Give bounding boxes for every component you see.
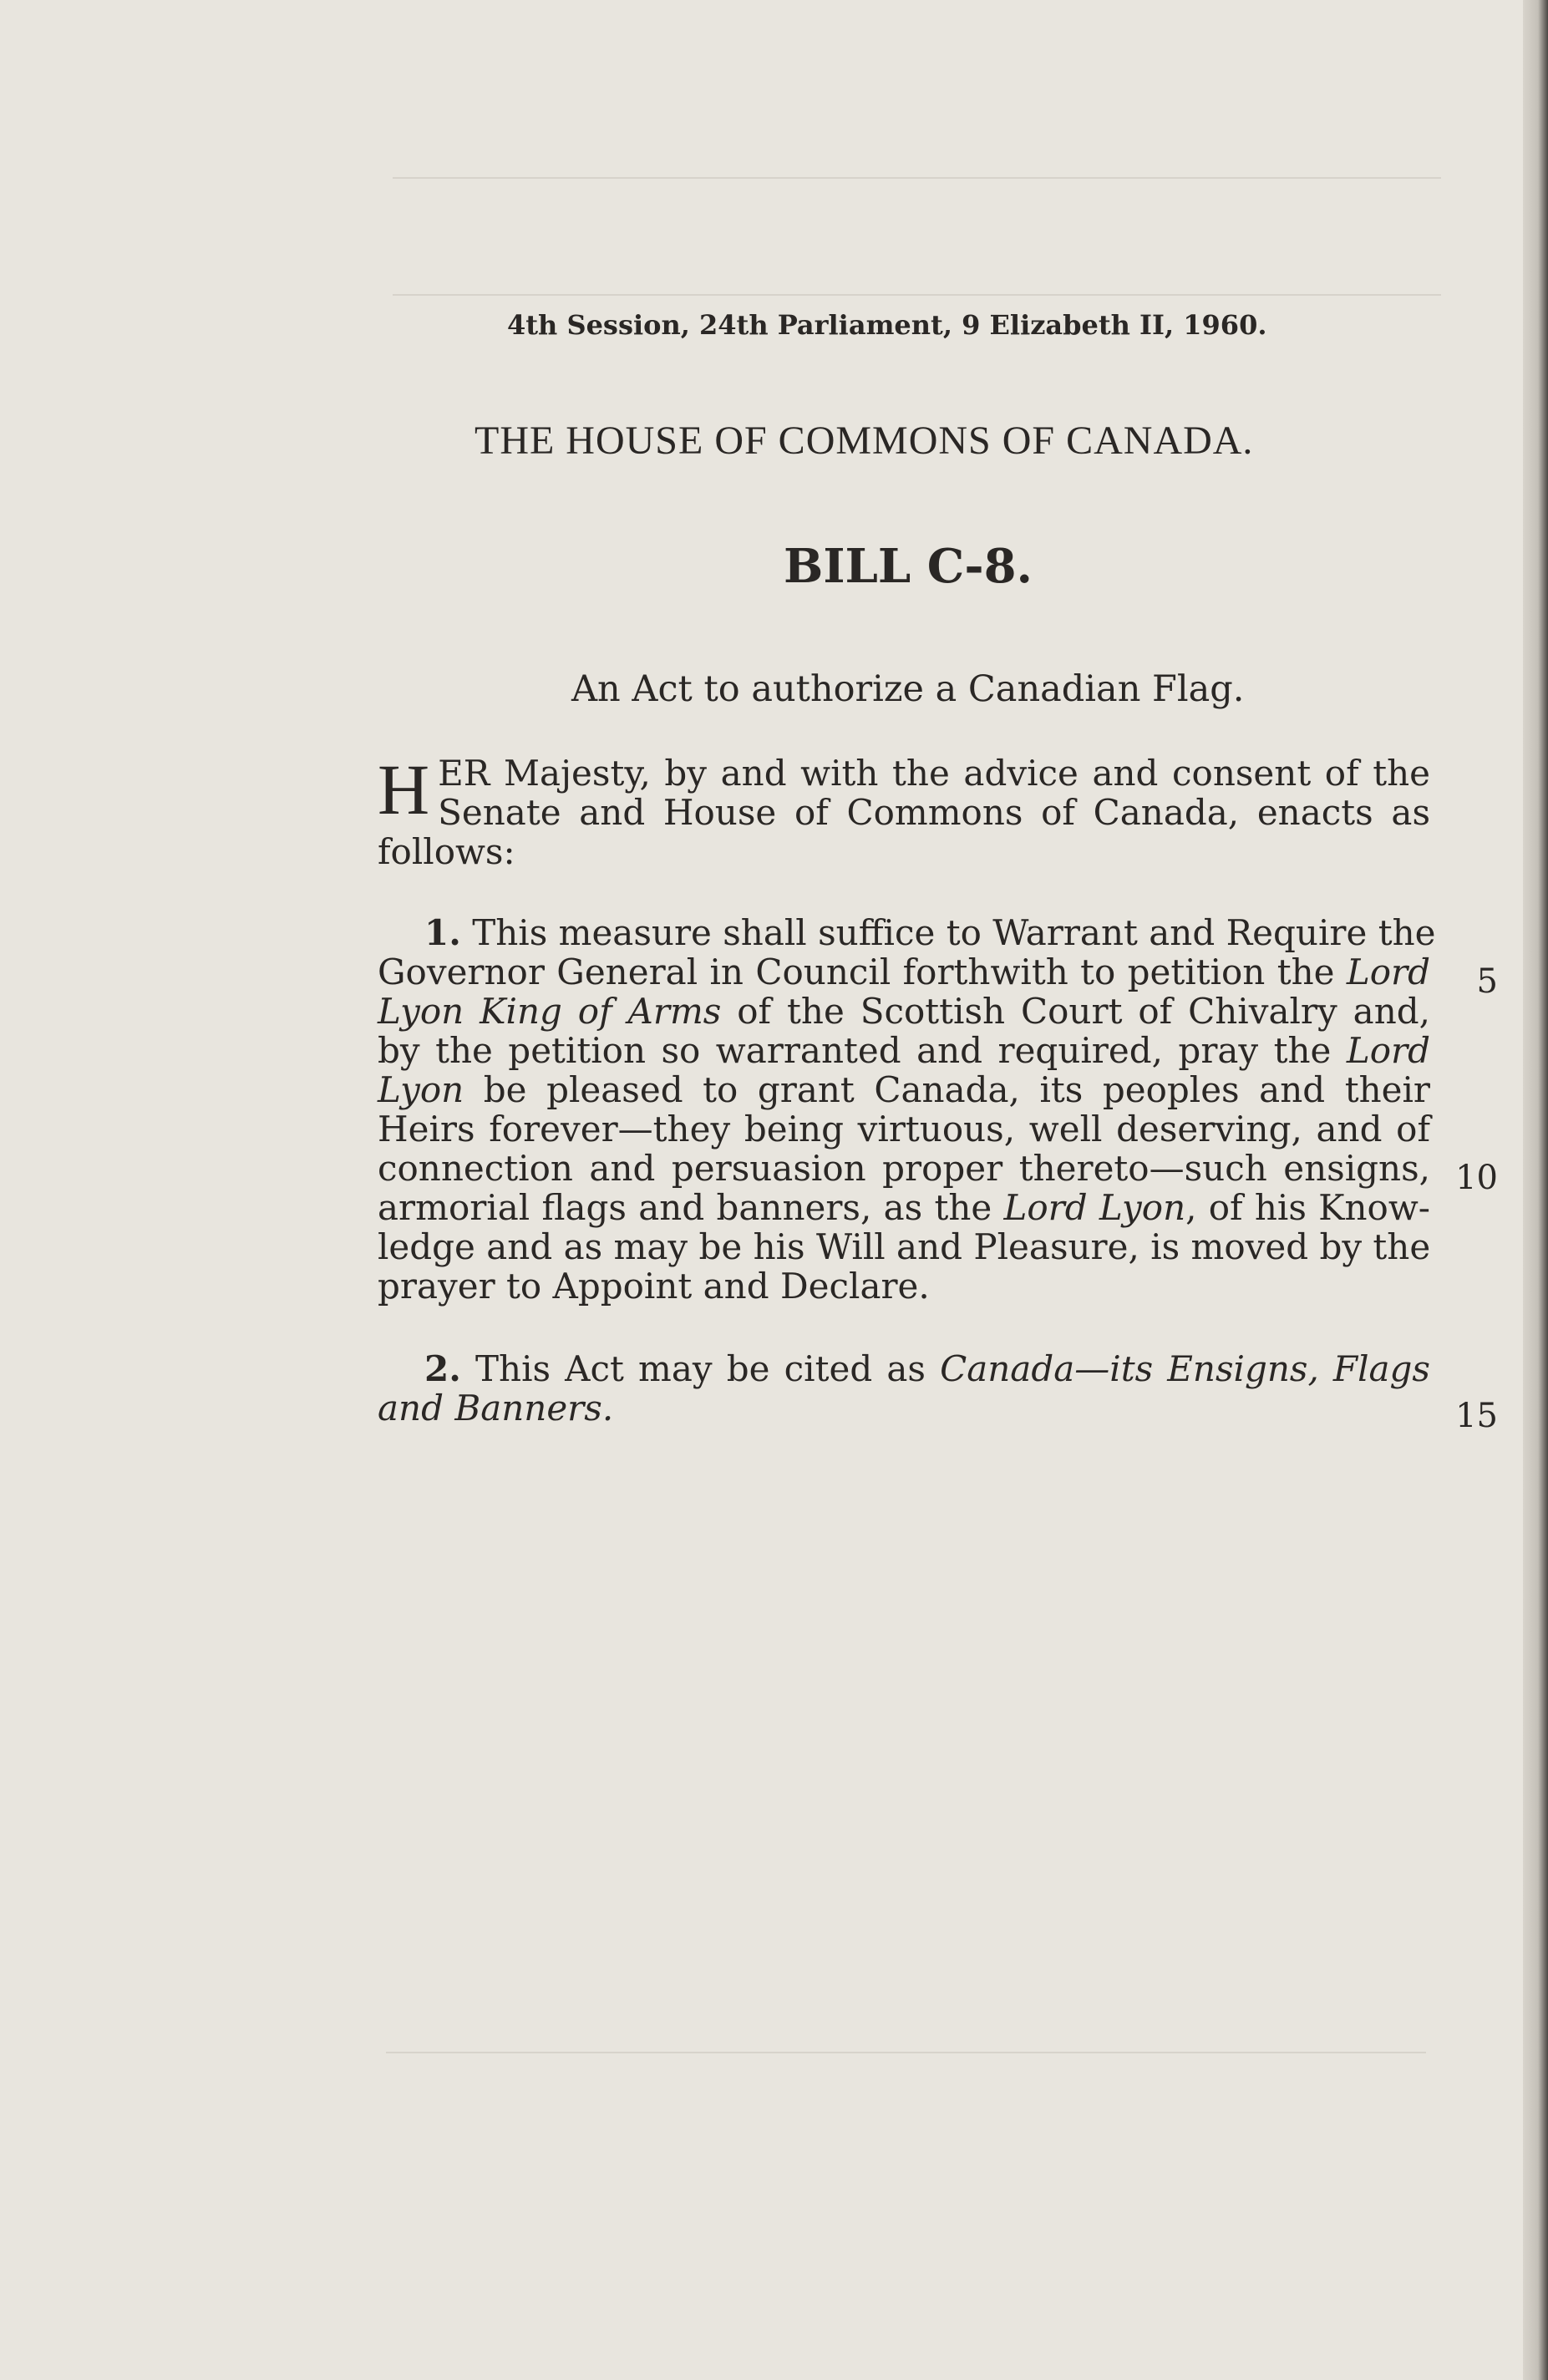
enacting-line: Senate and House of Commons of Canada, enacts as: [438, 792, 1430, 833]
book-spine-edge: [1523, 0, 1548, 2380]
section-line: This Act may be cited as Canada—its Ensigns, Flags: [475, 1348, 1430, 1389]
section-line: armorial flags and banners, as the Lord Lyon, of his Know-: [378, 1187, 1430, 1228]
section-line: and Banners.: [378, 1388, 614, 1429]
house-title: THE HOUSE OF COMMONS OF CANADA.: [475, 419, 1254, 463]
section-line: connection and persuasion proper thereto—such ensigns,: [378, 1148, 1430, 1189]
enacting-line: follows:: [378, 831, 515, 872]
section-line: Lyon be pleased to grant Canada, its peoples and their: [378, 1069, 1430, 1110]
bleed-through-rule: [393, 294, 1441, 296]
bill-number: BILL C-8.: [784, 539, 1033, 594]
line-number: 10: [1455, 1159, 1498, 1197]
bleed-through-rule: [393, 177, 1441, 179]
session-line: 4th Session, 24th Parliament, 9 Elizabeth II, 1960.: [507, 309, 1267, 341]
section-number: 2.: [424, 1348, 461, 1389]
section-line: Governor General in Council forthwith to petition the Lord: [378, 951, 1430, 992]
bleed-through-rule: [386, 2052, 1426, 2053]
drop-cap: H: [378, 749, 430, 830]
enacting-clause: [378, 749, 1430, 872]
section-line: Heirs forever—they being virtuous, well deserving, and of: [378, 1109, 1430, 1149]
enacting-line: ER Majesty, by and with the advice and consent of the: [438, 753, 1430, 794]
act-title: An Act to authorize a Canadian Flag.: [571, 668, 1245, 710]
section-line: This measure shall suffice to Warrant and Require the: [472, 912, 1436, 953]
line-number: 5: [1476, 962, 1498, 1001]
section-line: prayer to Appoint and Declare.: [378, 1266, 930, 1307]
section-number: 1.: [424, 912, 461, 953]
section-line: by the petition so warranted and required, pray the Lord: [378, 1030, 1430, 1071]
section-1: [378, 912, 1436, 1307]
section-line: ledge and as may be his Will and Pleasure, is moved by the: [378, 1226, 1431, 1267]
line-number: 15: [1455, 1397, 1498, 1435]
section-2: [378, 1349, 1430, 1428]
section-line: Lyon King of Arms of the Scottish Court of Chivalry and,: [378, 991, 1430, 1032]
